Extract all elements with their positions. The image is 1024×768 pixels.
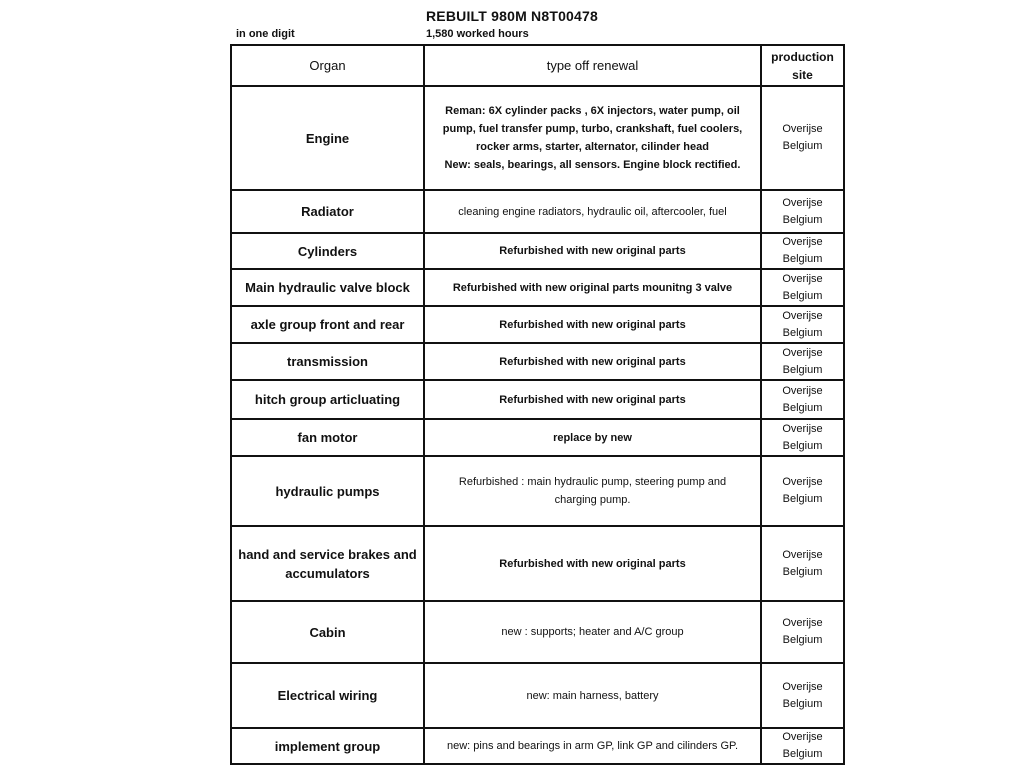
table-row-hydraulic-pumps [231, 456, 844, 526]
site-cell [761, 233, 844, 269]
renewal-line: pump, fuel transfer pump, turbo, crankshaft, fuel coolers, [442, 123, 743, 135]
table-row-transmission [231, 343, 844, 380]
organ-cell: Radiator [231, 190, 424, 233]
site-cell [761, 269, 844, 306]
renewal-cell: Refurbished with new original parts [424, 380, 761, 419]
organ-cell: hydraulic pumps [231, 456, 424, 526]
organ-cell: Cabin [231, 601, 424, 663]
site-country: Belgium [782, 289, 823, 302]
table-row-radiator [231, 190, 844, 233]
site-country: Belgium [782, 439, 823, 452]
site-country: Belgium [782, 697, 823, 710]
site-cell [761, 86, 844, 190]
renewal-cell: cleaning engine radiators, hydraulic oil, aftercooler, fuel [424, 190, 761, 233]
site-city: Overijse [782, 196, 823, 209]
site-cell [761, 456, 844, 526]
site-city: Overijse [782, 680, 823, 693]
site-cell [761, 601, 844, 663]
site-city: Overijse [782, 617, 823, 629]
site-country: Belgium [782, 748, 823, 760]
site-city: Overijse [782, 476, 823, 488]
table-row-cabin [231, 601, 844, 663]
site-country: Belgium [782, 363, 823, 376]
site-cell [761, 663, 844, 728]
digit-note: in one digit [236, 28, 295, 40]
renewal-cell: replace by new [424, 419, 761, 456]
site-country: Belgium [782, 326, 823, 339]
site-country: Belgium [782, 213, 823, 226]
site-city: Overijse [782, 272, 823, 285]
renewal-cell: Refurbished with new original parts [424, 306, 761, 343]
site-cell [761, 343, 844, 380]
site-city: Overijse [782, 346, 823, 359]
table-row-axle-group [231, 306, 844, 343]
organ-cell: transmission [231, 343, 424, 380]
table-row-hitch-group [231, 380, 844, 419]
renewal-cell: Refurbished with new original parts [424, 233, 761, 269]
renewal-cell: Refurbished with new original parts [424, 526, 761, 601]
document-title: REBUILT 980M N8T00478 [426, 8, 599, 24]
organ-cell: fan motor [231, 419, 424, 456]
column-header-site: production site [761, 45, 844, 86]
organ-cell: implement group [231, 728, 424, 764]
table-row-brakes-accumulators [231, 526, 844, 601]
renewal-line: rocker arms, starter, alternator, cilinder head [476, 141, 709, 153]
worked-hours: 1,580 worked hours [426, 28, 529, 40]
site-city: Overijse [782, 422, 823, 435]
renewal-cell: Refurbished : main hydraulic pump, steering pump and charging pump. [424, 456, 761, 526]
site-cell [761, 380, 844, 419]
site-country: Belgium [782, 253, 823, 265]
renewal-cell: new : supports; heater and A/C group [424, 601, 761, 663]
organ-cell: Electrical wiring [231, 663, 424, 728]
site-city: Overijse [782, 548, 823, 561]
table-row-implement-group [231, 728, 844, 764]
site-cell [761, 419, 844, 456]
renewal-cell: Refurbished with new original parts mounitng 3 valve [424, 269, 761, 306]
column-header-organ: Organ [231, 45, 424, 86]
organ-cell: hand and service brakes and accumulators [231, 526, 424, 601]
organ-cell: Cylinders [231, 233, 424, 269]
organ-cell: Main hydraulic valve block [231, 269, 424, 306]
table-row-electrical-wiring [231, 663, 844, 728]
table-header-row [231, 45, 844, 86]
renewal-cell: new: main harness, battery [424, 663, 761, 728]
site-country: Belgium [782, 634, 823, 646]
site-cell [761, 728, 844, 764]
renewal-cell: new: pins and bearings in arm GP, link GP and cilinders GP. [424, 728, 761, 764]
site-city: Overijse [782, 309, 823, 322]
table-row-engine [231, 86, 844, 190]
site-city: Overijse [782, 123, 823, 135]
renewal-cell: Refurbished with new original parts [424, 343, 761, 380]
site-country: Belgium [782, 565, 823, 578]
renewal-line: New: seals, bearings, all sensors. Engine block rectified. [444, 159, 741, 171]
site-city: Overijse [782, 384, 823, 397]
table-row-fan-motor [231, 419, 844, 456]
renewal-cell [424, 86, 761, 190]
column-header-renewal: type off renewal [424, 45, 761, 86]
table-row-main-hydraulic-valve-block [231, 269, 844, 306]
renewal-table [230, 44, 845, 765]
site-country: Belgium [782, 493, 823, 505]
site-city: Overijse [782, 236, 823, 248]
table-row-cylinders [231, 233, 844, 269]
site-city: Overijse [782, 731, 823, 743]
organ-cell: Engine [231, 86, 424, 190]
renewal-line: Reman: 6X cylinder packs , 6X injectors, water pump, oil [445, 105, 740, 117]
site-country: Belgium [782, 140, 823, 152]
organ-cell: axle group front and rear [231, 306, 424, 343]
site-cell [761, 306, 844, 343]
organ-cell: hitch group articluating [231, 380, 424, 419]
site-cell [761, 190, 844, 233]
site-country: Belgium [782, 401, 823, 414]
site-cell [761, 526, 844, 601]
